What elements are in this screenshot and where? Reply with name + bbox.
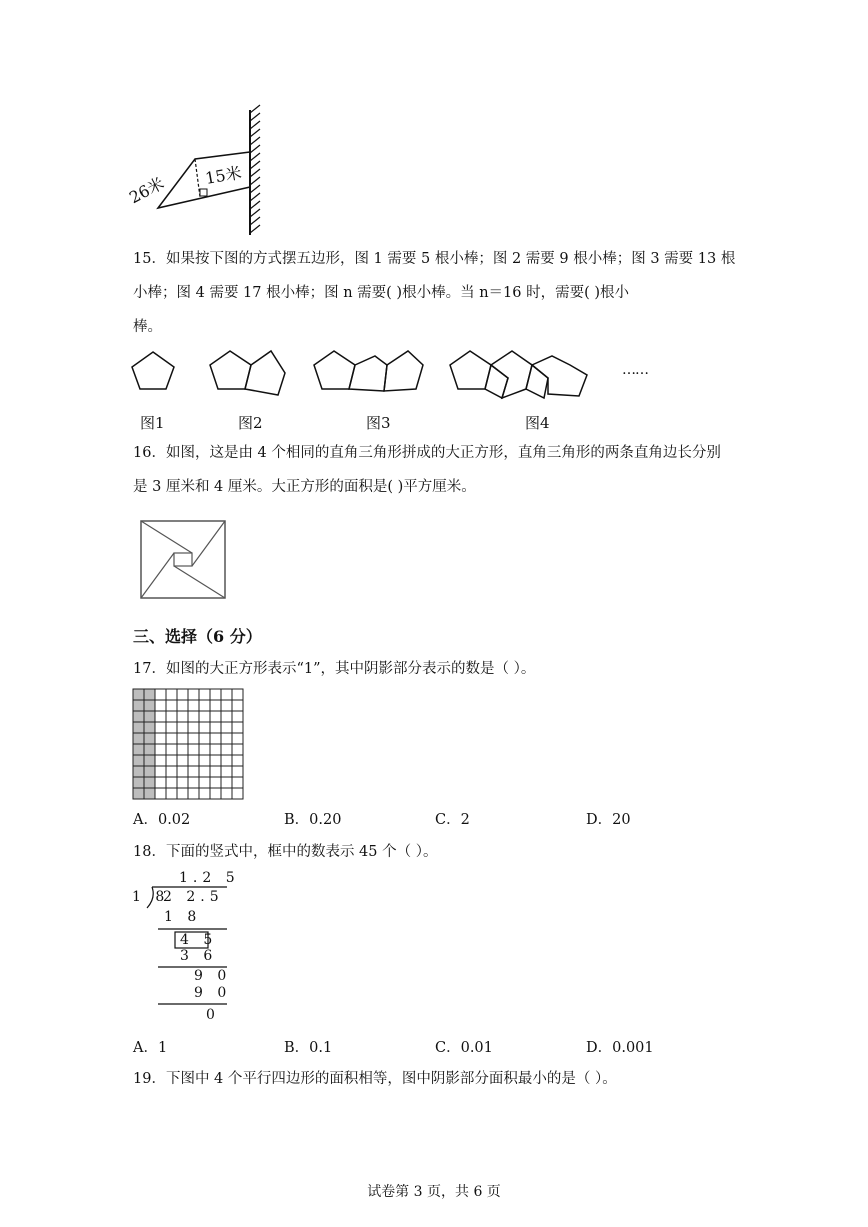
- wall-trapezoid-figure: [120, 105, 280, 245]
- grid-cell: [155, 777, 166, 788]
- grid-cell: [210, 689, 221, 700]
- grid-cell: [155, 700, 166, 711]
- division-divisor: 1 8: [132, 889, 170, 905]
- grid-cell: [232, 755, 243, 766]
- grid-cell: [199, 700, 210, 711]
- caption-fig1: 图1: [140, 414, 165, 432]
- grid-cell-shaded: [144, 766, 155, 777]
- division-quotient: 1.2 5: [179, 870, 240, 886]
- grid-cell: [155, 766, 166, 777]
- grid-cell-shaded: [144, 700, 155, 711]
- q19-text: 19．下图中 4 个平行四边形的面积相等，图中阴影部分面积最小的是（ ）。: [133, 1071, 617, 1087]
- division-dividend: 2 2.5: [163, 889, 224, 905]
- grid-cell: [188, 744, 199, 755]
- grid-cell-shaded: [144, 711, 155, 722]
- grid-cell: [210, 711, 221, 722]
- grid-cell-shaded: [144, 744, 155, 755]
- grid-cell: [199, 766, 210, 777]
- grid-cell: [210, 755, 221, 766]
- q16-line1: 16．如图，这是由 4 个相同的直角三角形拼成的大正方形，直角三角形的两条直角边长分别: [133, 445, 721, 461]
- grid-cell: [166, 700, 177, 711]
- label-26-meters: 26米: [126, 173, 168, 208]
- q17-option-c[interactable]: C．2: [435, 812, 470, 828]
- grid-cell-shaded: [133, 722, 144, 733]
- grid-cell-shaded: [133, 711, 144, 722]
- grid-cell: [232, 689, 243, 700]
- grid-cell: [177, 755, 188, 766]
- grid-cell: [199, 788, 210, 799]
- grid-cell: [221, 755, 232, 766]
- grid-cell: [155, 733, 166, 744]
- pentagon-ellipsis: ……: [622, 362, 648, 378]
- grid-cell: [221, 711, 232, 722]
- q17-option-a[interactable]: A．0.02: [133, 812, 191, 828]
- q17-option-b[interactable]: B．0.20: [284, 812, 342, 828]
- grid-cell: [210, 744, 221, 755]
- grid-cell: [210, 733, 221, 744]
- grid-cell: [166, 788, 177, 799]
- grid-cell: [232, 744, 243, 755]
- grid-cell: [166, 689, 177, 700]
- division-row4: 9 0: [194, 968, 232, 984]
- grid-cell: [199, 733, 210, 744]
- grid-cell-shaded: [144, 755, 155, 766]
- grid-cell: [177, 777, 188, 788]
- grid-cell: [232, 777, 243, 788]
- grid-cell: [188, 722, 199, 733]
- grid-cell: [188, 711, 199, 722]
- grid-cell: [166, 755, 177, 766]
- grid-cell-shaded: [133, 744, 144, 755]
- grid-cell: [188, 788, 199, 799]
- pentagon-figure-3: [312, 348, 430, 398]
- grid-cell-shaded: [144, 777, 155, 788]
- grid-cell: [155, 722, 166, 733]
- grid-cell: [177, 689, 188, 700]
- grid-cell: [210, 766, 221, 777]
- grid-cell: [199, 755, 210, 766]
- grid-cell: [155, 689, 166, 700]
- label-15-meters: 15米: [203, 162, 243, 188]
- grid-cell: [221, 689, 232, 700]
- grid-cell-shaded: [133, 788, 144, 799]
- grid-cell: [188, 733, 199, 744]
- q18-option-c[interactable]: C．0.01: [435, 1040, 493, 1056]
- q17-text: 17．如图的大正方形表示“1”，其中阴影部分表示的数是（ ）。: [133, 661, 536, 677]
- grid-cell: [166, 733, 177, 744]
- grid-cell: [188, 689, 199, 700]
- grid-cell: [210, 788, 221, 799]
- grid-cell-shaded: [133, 777, 144, 788]
- grid-cell: [188, 755, 199, 766]
- q15-line1: 15．如果按下图的方式摆五边形，图 1 需要 5 根小棒；图 2 需要 9 根小棒；图 3 需要 13 根: [133, 251, 736, 267]
- pentagon-figure-4: [448, 348, 593, 403]
- caption-fig2: 图2: [238, 414, 263, 432]
- pentagon-figure-2: [208, 348, 293, 398]
- grid-cell: [221, 733, 232, 744]
- q18-option-d[interactable]: D．0.001: [586, 1040, 654, 1056]
- grid-cell: [155, 788, 166, 799]
- grid-cell: [177, 711, 188, 722]
- division-boxed-45: 4 5: [180, 932, 218, 948]
- grid-cell: [166, 722, 177, 733]
- grid-cell: [166, 777, 177, 788]
- division-row5: 9 0: [194, 985, 232, 1001]
- grid-cell: [188, 700, 199, 711]
- grid-cell-shaded: [133, 700, 144, 711]
- grid-cell: [232, 788, 243, 799]
- grid-cell: [177, 733, 188, 744]
- grid-cell: [177, 766, 188, 777]
- section-title: 三、选择（6 分）: [133, 627, 262, 646]
- grid-cell-shaded: [133, 733, 144, 744]
- division-row3: 3 6: [180, 948, 218, 964]
- q16-line2: 是 3 厘米和 4 厘米。大正方形的面积是( )平方厘米。: [133, 479, 476, 495]
- grid-cell: [166, 744, 177, 755]
- grid-cell: [221, 777, 232, 788]
- grid-cell: [232, 700, 243, 711]
- grid-cell: [210, 700, 221, 711]
- grid-cell: [199, 711, 210, 722]
- grid-cell: [166, 711, 177, 722]
- grid-cell-shaded: [133, 766, 144, 777]
- caption-fig3: 图3: [366, 414, 391, 432]
- q17-option-d[interactable]: D．20: [586, 812, 631, 828]
- grid-cell-shaded: [144, 689, 155, 700]
- grid-cell-shaded: [133, 755, 144, 766]
- grid-cell: [155, 755, 166, 766]
- grid-cell: [199, 744, 210, 755]
- q18-option-b[interactable]: B．0.1: [284, 1040, 333, 1056]
- caption-fig4: 图4: [525, 414, 550, 432]
- grid-cell: [188, 766, 199, 777]
- division-remainder: 0: [206, 1007, 220, 1023]
- grid-cell: [221, 700, 232, 711]
- grid-cell: [221, 722, 232, 733]
- grid-cell: [210, 722, 221, 733]
- grid-cell: [232, 722, 243, 733]
- grid-cell-shaded: [144, 722, 155, 733]
- q15-line3: 棒。: [133, 319, 162, 335]
- hundred-grid: [132, 688, 244, 798]
- grid-cell-shaded: [144, 733, 155, 744]
- grid-cell: [221, 766, 232, 777]
- grid-cell-shaded: [144, 788, 155, 799]
- grid-cell: [221, 744, 232, 755]
- grid-cell: [155, 711, 166, 722]
- grid-cell: [177, 700, 188, 711]
- grid-cell-shaded: [133, 689, 144, 700]
- grid-cell: [199, 777, 210, 788]
- grid-cell: [232, 733, 243, 744]
- grid-cell: [199, 722, 210, 733]
- grid-cell: [232, 766, 243, 777]
- q18-text: 18．下面的竖式中，框中的数表示 45 个（ ）。: [133, 844, 438, 860]
- grid-cell: [232, 711, 243, 722]
- grid-cell: [177, 788, 188, 799]
- page-footer: 试卷第 3 页，共 6 页: [367, 1184, 501, 1200]
- grid-cell: [177, 722, 188, 733]
- grid-cell: [166, 766, 177, 777]
- grid-cell: [210, 777, 221, 788]
- grid-cell: [155, 744, 166, 755]
- q18-option-a[interactable]: A．1: [133, 1040, 168, 1056]
- grid-cell: [177, 744, 188, 755]
- grid-cell: [199, 689, 210, 700]
- grid-cell: [188, 777, 199, 788]
- q15-line2: 小棒；图 4 需要 17 根小棒；图 n 需要( )根小棒。当 n＝16 时，需要( )根小: [133, 285, 630, 301]
- grid-cell: [221, 788, 232, 799]
- pentagon-figure-1: [130, 348, 180, 393]
- pinwheel-square-figure: [140, 520, 226, 600]
- division-row1: 1 8: [164, 909, 202, 925]
